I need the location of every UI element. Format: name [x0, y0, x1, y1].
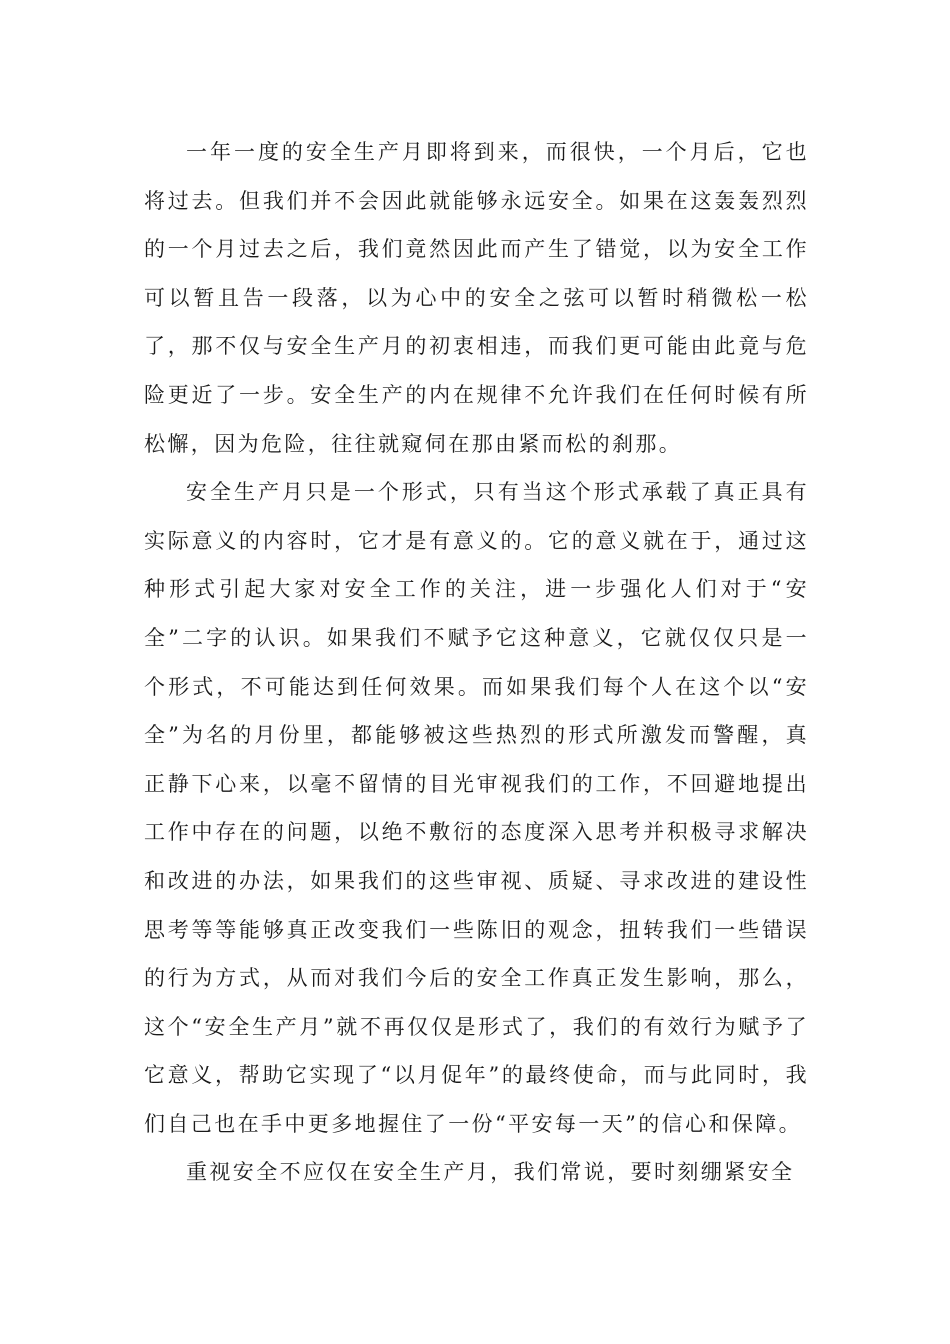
paragraph-1: 一年一度的安全生产月即将到来，而很快，一个月后，它也将过去。但我们并不会因此就能够永远安全。如果在这轰轰烈烈的一个月过去之后，我们竟然因此而产生了错觉，以为安全工作可以暂且告一段落，以为心中的安全之弦可以暂时稍微松一松了，那不仅与安全生产月的初衷相违，而我们更可能由此竟与危险更近了一步。安全生产的内在规律不允许我们在任何时候有所松懈，因为危险，往往就窥伺在那由紧而松的刹那。 — [144, 140, 809, 456]
document-body — [144, 128, 809, 1197]
paragraph-3: 重视安全不应仅在安全生产月，我们常说，要时刻绷紧安全 — [186, 1160, 795, 1185]
paragraph-2: 安全生产月只是一个形式，只有当这个形式承载了真正具有实际意义的内容时，它才是有意义的。它的意义就在于，通过这种形式引起大家对安全工作的关注，进一步强化人们对于“安全”二字的认识。如果我们不赋予它这种意义，它就仅仅只是一个形式，不可能达到任何效果。而如果我们每个人在这个以“安全”为名的月份里，都能够被这些热烈的形式所激发而警醒，真正静下心来，以毫不留情的目光审视我们的工作，不回避地提出工作中存在的问题，以绝不敷衍的态度深入思考并积极寻求解决和改进的办法，如果我们的这些审视、质疑、寻求改进的建设性思考等等能够真正改变我们一些陈旧的观念，扭转我们一些错误的行为方式，从而对我们今后的安全工作真正发生影响，那么，这个“安全生产月”就不再仅仅是形式了，我们的有效行为赋予了它意义，帮助它实现了“以月促年”的最终使命，而与此同时，我们自己也在手中更多地握住了一份“平安每一天”的信心和保障。 — [144, 480, 809, 1136]
